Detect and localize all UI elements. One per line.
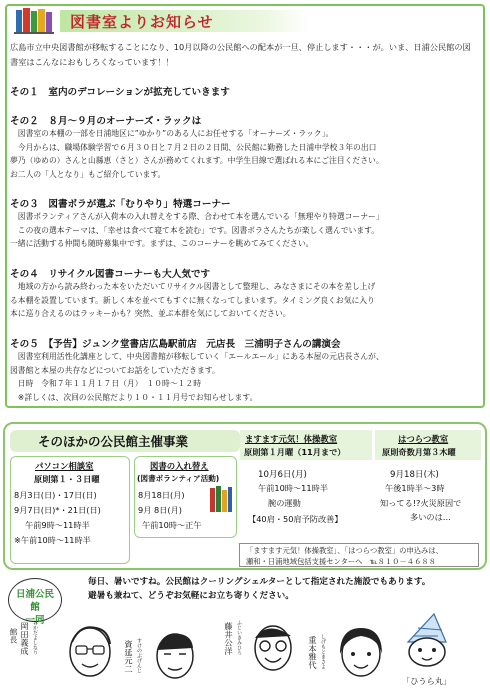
staff-oval-line: 日浦公民館	[15, 589, 54, 613]
genki-title: ますます元気！体操教室	[245, 434, 338, 444]
section-3-line: 一緒に活動する仲間も随時募集中です。まずは、このコーナーを眺めてみてください。	[10, 239, 314, 248]
genki-subtitle: 原則第１月曜（11月まで）	[244, 447, 346, 457]
staff-role: 館長	[9, 628, 18, 644]
section-2-line: 夢乃（ゆめの）さんと山縣恵（さと）さんが務めてくれます。中学生目線で選ばれる本にご注目ください。	[10, 156, 384, 165]
staff-kana: ふじいきみひろ	[236, 620, 242, 655]
books-icon	[14, 6, 54, 34]
section-5-body	[10, 350, 474, 404]
book-swap-date: 9月 8日(月)	[138, 505, 182, 515]
hatsuratsu-topic: 知ってる!?火災原因で	[380, 498, 462, 508]
staff-message	[88, 575, 430, 603]
book-swap-time: 午前10時～正午	[142, 520, 202, 530]
section-2-line: 今月からは、職場体験学習で６月３０日と７月２日の２日間、公民館に勤務した日浦中学校３年の出口	[10, 142, 377, 152]
mascot-hiuramaru-icon	[398, 612, 456, 674]
section-4-body	[10, 280, 474, 321]
section-4-heading: その４ リサイクル図書コーナーも大人気です	[10, 269, 211, 280]
section-5-line: 図書室利用活性化講座として、中央図書館が移転していく「エールエール」にある本屋の元店長さんが、	[10, 352, 384, 361]
staff-message-line: 毎日、暑いですね。公民館はクーリングシェルターとして指定された施設でもあります。	[88, 577, 431, 587]
staff-kana: すけのぶげんじ	[136, 638, 142, 673]
section-4-line: 地域の方から読み終わった本をいただいてリサイクル図書として整理し、みなさまにその本を差し上げ	[10, 282, 376, 291]
section-5-heading: その５ 【予告】ジュンク堂書店広島駅前店 元店長 三浦明子さんの講演会	[10, 339, 341, 350]
hatsuratsu-title: はつらつ教室	[398, 434, 449, 444]
book-swap-title: 図書の入れ替え	[150, 461, 209, 471]
section-4-line: 本に巡り合えるのはラッキーかも？突然、並ぶ本群を気にしておいてください。	[10, 309, 291, 318]
staff-name: 藤井公洋	[224, 622, 234, 655]
staff-kana: しげもとまさよ	[320, 634, 326, 669]
section-3-heading: その３ 図書ボラが選ぶ「むりやり」特選コーナー	[10, 199, 231, 210]
section-3-body	[10, 210, 474, 251]
pc-consult-time: 午前9時～11時半	[25, 520, 90, 530]
staff-name: 資延元二	[124, 640, 134, 673]
application-note-line: 瀬和・日浦地域包括支援センターへ ℡８１０－４６８８	[246, 557, 436, 566]
library-lead-text: 広島市立中央図書館が移転することになり、10月以降の公民館への配本が一旦、停止します・・・が。いま、日浦公民館の図書室はこんなにおもしろくなっています！！	[10, 42, 471, 67]
mascot-name: 「ひうら丸」	[402, 676, 452, 686]
section-2-body	[10, 127, 474, 181]
hatsuratsu-topic: 多いのは…	[410, 512, 451, 522]
events-title: そのほかの公民館主催事業	[38, 434, 189, 449]
staff-caricature-icon	[334, 620, 388, 684]
section-3-line: この夜の選本テーマは、「幸せは食べて寝て本を読む」です。図書ボラさんたちが楽しく選んでいます。	[10, 225, 380, 235]
section-2-line: お二人の「人となり」もご紹介しています。	[10, 169, 166, 179]
staff-message-line: 避暑も兼ねて、どうぞお気軽にお立ち寄りください。	[88, 591, 294, 601]
staff-name: 岡田義成	[20, 622, 30, 655]
application-note-box	[239, 543, 479, 567]
book-swap-subtitle: (図書ボランティア活動)	[137, 474, 220, 483]
genki-topic-detail: 【40肩・50肩予防改善】	[248, 514, 343, 524]
section-5-line: 図書館と本屋の共存などについてお話をしていただきます。	[10, 365, 220, 375]
hatsuratsu-subtitle: 原則奇数月第３木曜	[382, 447, 456, 457]
application-note-line: 「ますます元気！体操教室」、「はつらつ教室」の申込みは、	[246, 546, 443, 555]
staff-kana: おかだよしなり	[32, 620, 38, 655]
genki-time: 午前10時～11時半	[258, 483, 328, 493]
section-2-line: 図書室の本棚の一部を日浦地区に”ゆかり”のある人にお任せする「オーナーズ・ラック」。	[10, 129, 334, 138]
genki-date: 10月6日(月)	[258, 470, 307, 480]
section-5-line: ※詳しくは、次回の公民館だより１０・１１月号でお知らせします。	[10, 392, 258, 402]
book-swap-date: 8月18日(月)	[138, 490, 185, 500]
section-3-line: 図書ボランティアさんが入荷本の入れ替えをする際、合わせて本を選んでいる「無理やり特選コーナー」	[10, 212, 384, 221]
library-lead	[10, 40, 472, 70]
pc-consult-title: パソコン相談室	[35, 461, 94, 471]
genki-topic: 腕の運動	[268, 498, 301, 508]
hatsuratsu-date: 9月18日(木)	[390, 470, 439, 480]
hatsuratsu-time: 午後1時半～3時	[385, 483, 445, 493]
staff-caricature-icon	[62, 618, 118, 684]
section-4-line: る本棚を設置しています。新しく本を並べてもすぐに無くなってしまいます。タイミング良くお気に入り	[10, 295, 375, 305]
pc-consult-schedule: 原則第１・３日曜	[34, 474, 100, 484]
pc-consult-date: 9月7日(日)*・21日(日)	[14, 505, 101, 515]
library-title: 図書室よりお知らせ	[70, 13, 214, 31]
staff-oval-line: 一同	[25, 615, 45, 626]
section-1-heading: その１ 室内のデコレーションが拡充していきます	[10, 87, 230, 98]
pc-consult-note: ※午前10時～11時半	[14, 535, 91, 545]
section-5-line: 日時 令和７年１１月１７日（月） １０時～１２時	[10, 379, 202, 388]
staff-caricature-icon	[150, 624, 200, 686]
pc-consult-date: 8月3日(日)・17日(日)	[14, 490, 97, 500]
books-stack-icon	[208, 484, 234, 514]
staff-name: 重本雅代	[308, 636, 318, 669]
section-2-heading: その２ ８月～９月のオーナーズ・ラックは	[10, 116, 202, 127]
staff-caricature-icon	[248, 616, 298, 678]
